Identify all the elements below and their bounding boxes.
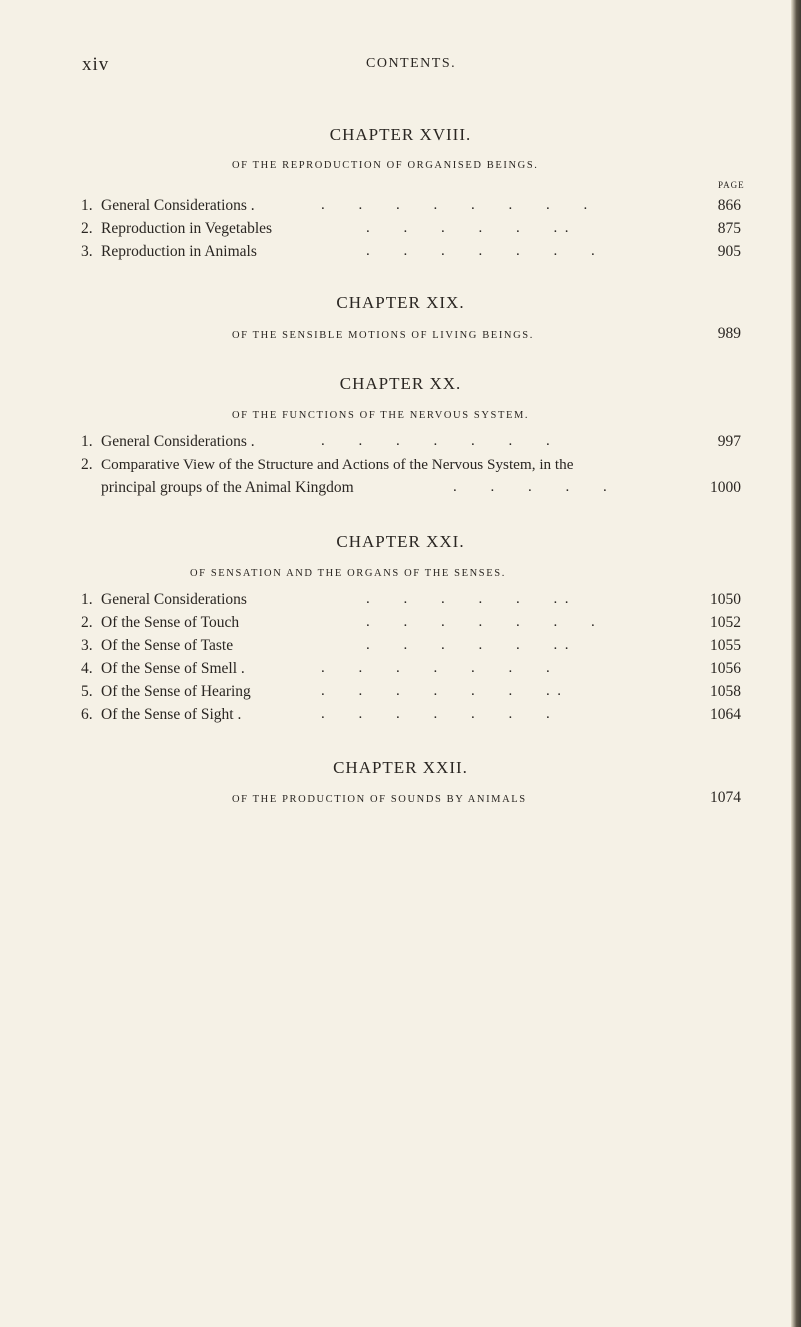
- entry-page: 1000: [710, 479, 741, 496]
- chapter-21-heading: CHAPTER XXI.: [336, 532, 465, 551]
- chapter-18-subtitle: OF THE REPRODUCTION OF ORGANISED BEINGS.: [232, 160, 539, 171]
- page-folio: xiv: [82, 54, 110, 75]
- entry-number: 1.: [81, 197, 93, 214]
- toc-entry[interactable]: [81, 637, 741, 657]
- entry-page: 866: [717, 197, 741, 214]
- entry-number: 2.: [81, 220, 93, 237]
- entry-title: Reproduction in Vegetables: [101, 220, 273, 237]
- leader-dots: . . . . . . .: [366, 591, 569, 607]
- chapter-21-subtitle: OF SENSATION AND THE ORGANS OF THE SENSES.: [190, 568, 506, 579]
- entry-page: 1050: [710, 591, 741, 608]
- leader-dots: . . . . . . .: [321, 433, 550, 449]
- entry-title: Reproduction in Animals: [101, 243, 257, 260]
- entry-page: 875: [717, 220, 741, 237]
- entry-number: 2.: [81, 456, 93, 473]
- entry-number: 6.: [81, 706, 93, 723]
- toc-entry[interactable]: [81, 591, 741, 611]
- toc-entry-continuation[interactable]: [101, 479, 741, 499]
- entry-page: 1055: [710, 637, 741, 654]
- chapter-22-heading: CHAPTER XXII.: [333, 758, 468, 777]
- leader-dots: . . . . . . .: [321, 706, 550, 722]
- entry-page: 1064: [710, 706, 741, 723]
- entry-title: Of the Sense of Sight .: [101, 706, 242, 723]
- leader-dots: . . . . . . .: [366, 614, 595, 630]
- chapter-18-heading: CHAPTER XVIII.: [329, 125, 472, 144]
- entry-title: Of the Sense of Taste: [101, 637, 234, 654]
- chapter-19-heading: CHAPTER XIX.: [336, 293, 465, 312]
- entry-title-continuation: principal groups of the Animal Kingdom: [101, 479, 354, 496]
- entry-page: 1056: [710, 660, 741, 677]
- toc-entry[interactable]: [81, 683, 741, 703]
- entry-number: 5.: [81, 683, 93, 700]
- entry-title: General Considerations .: [101, 197, 255, 214]
- chapter-20-subtitle: OF THE FUNCTIONS OF THE NERVOUS SYSTEM.: [232, 410, 530, 421]
- entry-title: Of the Sense of Hearing: [101, 683, 251, 700]
- entry-page: 905: [717, 243, 741, 260]
- toc-entry[interactable]: [81, 197, 741, 217]
- entry-page: 1052: [710, 614, 741, 631]
- leader-dots: . . . . . . .: [366, 220, 569, 236]
- entry-title: Comparative View of the Structure and Actions of the Nervous System, in the: [101, 456, 574, 473]
- running-head: [0, 54, 801, 78]
- page-edge-shadow: [791, 0, 801, 1327]
- chapter-20-heading: CHAPTER XX.: [339, 374, 462, 393]
- entry-title: General Considerations: [101, 591, 247, 608]
- entry-number: 3.: [81, 637, 93, 654]
- leader-dots: . . . . . . .: [366, 637, 569, 653]
- toc-entry[interactable]: [81, 220, 741, 240]
- entry-page: 1058: [710, 683, 741, 700]
- toc-entry[interactable]: [81, 243, 741, 263]
- entry-title: Of the Sense of Touch: [101, 614, 240, 631]
- toc-entry[interactable]: [81, 433, 741, 453]
- entry-title: Of the Sense of Smell .: [101, 660, 245, 677]
- leader-dots: . . . . .: [453, 479, 607, 495]
- toc-entry[interactable]: [81, 660, 741, 680]
- entry-number: 1.: [81, 591, 93, 608]
- leader-dots: . . . . . . .: [366, 243, 595, 259]
- chapter-22-subtitle: OF THE PRODUCTION OF SOUNDS BY ANIMALS: [232, 794, 527, 805]
- leader-dots: . . . . . . .: [321, 660, 550, 676]
- entry-number: 2.: [81, 614, 93, 631]
- chapter-19-subtitle: OF THE SENSIBLE MOTIONS OF LIVING BEINGS.: [232, 330, 534, 341]
- entry-number: 4.: [81, 660, 93, 677]
- running-title: CONTENTS.: [366, 56, 457, 71]
- leader-dots: . . . . . . . .: [321, 683, 561, 699]
- chapter-19-page[interactable]: 989: [717, 325, 741, 342]
- entry-number: 3.: [81, 243, 93, 260]
- toc-entry[interactable]: [81, 456, 741, 476]
- entry-page: 997: [717, 433, 741, 450]
- toc-entry[interactable]: [81, 614, 741, 634]
- entry-title: General Considerations .: [101, 433, 255, 450]
- toc-entry[interactable]: [81, 706, 741, 726]
- chapter-22-page[interactable]: 1074: [710, 789, 741, 806]
- leader-dots: . . . . . . . .: [321, 197, 588, 213]
- page-column-label: PAGE: [718, 180, 745, 190]
- entry-number: 1.: [81, 433, 93, 450]
